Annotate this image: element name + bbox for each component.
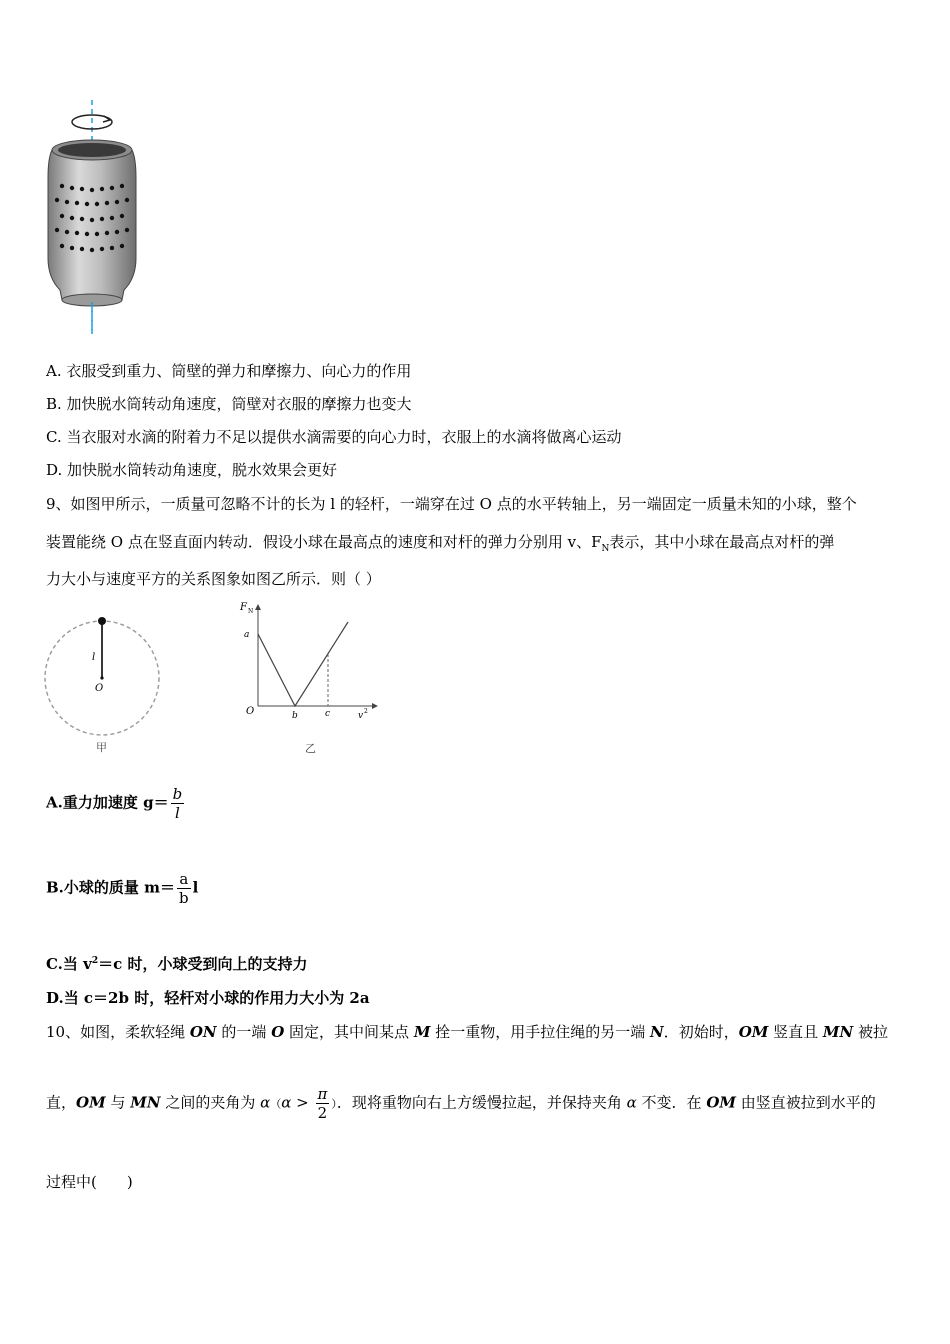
q9-option-a: A.重力加速度 g＝ $\frac{b}{l}$ <box>46 785 183 822</box>
figure-jia <box>44 603 169 753</box>
q10-stem-line2: 直，OM 与 MN 之间的夹角为 α（α > $\frac{\pi}{2}$ ）．现将重物向右上方缓慢拉起，并保持夹角 α 不变．在 OM 由竖直被拉到水平的 <box>46 1085 876 1122</box>
q9-stem-line2: 装置能绕 O 点在竖直面内转动．假设小球在最高点的速度和对杆的弹力分别用 v、$F_N$表示，其中小球在最高点对杆的弹 <box>46 533 835 554</box>
intercept-a-label: a <box>244 630 250 640</box>
q9-option-c: C.当 $v^2=c$ 时，小球受到向上的支持力 <box>46 955 308 973</box>
q9-stem-line1: 9、如图甲所示，一质量可忽略不计的长为 l 的轻杆，一端穿在过 O 点的水平转轴上，另一端固定一质量未知的小球，整个 <box>46 495 857 513</box>
q8-option-d: D. 加快脱水筒转动角速度，脱水效果会更好 <box>46 461 338 479</box>
rod-length-label: l <box>92 652 96 663</box>
q9-stem-line3: 力大小与速度平方的关系图象如图乙所示．则（ ） <box>46 570 381 588</box>
figure-jia-caption: 甲 <box>96 741 107 753</box>
origin-label: O <box>246 706 255 717</box>
q8-option-c: C. 当衣服对水滴的附着力不足以提供水滴需要的向心力时，衣服上的水滴将做离心运动 <box>46 428 622 446</box>
q8-option-b: B. 加快脱水筒转动角速度，筒壁对衣服的摩擦力也变大 <box>46 395 412 413</box>
q10-stem-line3: 过程中( ) <box>46 1173 133 1191</box>
x-axis-label: v <box>358 711 364 721</box>
pivot-label: O <box>95 683 104 694</box>
q8-option-a: A. 衣服受到重力、筒壁的弹力和摩擦力、向心力的作用 <box>46 362 412 380</box>
point-b-label: b <box>292 711 298 721</box>
y-axis-label: F <box>240 602 247 613</box>
q9-option-d: D.当 c＝2b 时，轻杆对小球的作用力大小为 2a <box>46 989 370 1007</box>
q9-option-b: B.小球的质量 m＝ $\frac{a}{b}$ l <box>46 870 199 907</box>
figure-yi <box>228 600 378 756</box>
spin-dryer-figure <box>40 98 150 338</box>
svg-text:2: 2 <box>364 708 368 715</box>
point-c-label: c <box>325 709 331 719</box>
q10-stem-line1: 10、如图，柔软轻绳 ON 的一端 O 固定，其中间某点 M 拴一重物，用手拉住绳的另一端 N．初始时，OM 竖直且 MN 被拉 <box>46 1023 889 1041</box>
figure-yi-caption: 乙 <box>305 742 316 755</box>
svg-text:N: N <box>248 608 254 615</box>
